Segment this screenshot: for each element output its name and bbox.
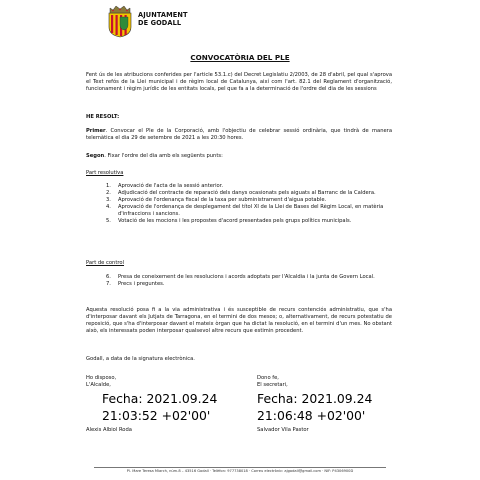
org-line-1: AJUNTAMENT xyxy=(138,11,188,19)
second-point-paragraph xyxy=(86,153,392,160)
item-text: Aprovació de l'ordenança de desplegament del títol XI de la Llei de Bases del Règim Local, en matèria d'infraccions i sancions. xyxy=(118,204,384,217)
organization-name xyxy=(138,11,188,27)
org-line-2: DE GODALL xyxy=(138,19,182,27)
list-item xyxy=(86,274,392,281)
second-point-label: Segon xyxy=(86,153,105,159)
left-sig-line1: Ho disposo, xyxy=(86,375,117,381)
item-number: 2. xyxy=(106,190,111,196)
item-text: Precs i preguntes. xyxy=(118,281,165,287)
first-point-paragraph xyxy=(86,128,392,142)
item-text: Presa de coneixement de les resolucions i acords adoptats per l'Alcaldia i la junta de Govern Local. xyxy=(118,274,375,280)
right-signature-caption xyxy=(257,375,288,389)
left-stamp-date: Fecha: 2021.09.24 xyxy=(102,391,218,406)
part-control-heading: Part de control xyxy=(86,260,125,266)
right-signer-name: Salvador Vila Pastor xyxy=(257,427,309,433)
first-point-text: . Convocar el Ple de la Corporació, amb l'objectiu de celebrar sessió ordinària, que tindrà de manera telemàtica el dia 29 de setembre de 2021 a les 20:30 hores. xyxy=(86,128,392,141)
second-point-text: . Fixar l'ordre del dia amb els següents punts: xyxy=(104,153,223,159)
left-signer-name: Alexis Albiol Roda xyxy=(86,427,132,433)
closing-paragraph: Aquesta resolució posa fi a la via administrativa i és susceptible de recurs contenciós administratiu, que s'ha d'interposar davant els Jutjats de Tarragona, en el termini de dos mesos; o, alternativament, de recurs potestatiu de reposició, que s'ha d'interposar davant el mateix òrgan que ha dictat la resolució, en el termini d'un mes. No obstant això, els interessats poden interposar qualsevol altre recurs que estimin procedent. xyxy=(86,307,392,334)
footer-divider xyxy=(94,467,386,468)
left-stamp-time: 21:03:52 +02'00' xyxy=(102,408,211,423)
document-title: CONVOCATÒRIA DEL PLE xyxy=(190,53,290,62)
footer-address: Pl. Mare Teresa Miarch, núm.8 – 43516 Godall · Telèfon: 977738018 · Correu electrònic: ajgodall@gmail.com · NIF: P4306900D xyxy=(126,469,354,473)
list-item xyxy=(86,204,392,218)
intro-paragraph: Fent ús de les atribucions conferides per l'article 53.1.c) del Decret Legislatiu 2/2003, de 28 d'abril, pel qual s'aprova el Text refós de la Llei municipal i de règim local de Catalunya, així com l'art. 82.1 del Reglament d'organització, funcionament i règim jurídic de les entitats locals, pel que fa a la determinació de l'ordre del dia de les sessions xyxy=(86,72,392,92)
right-stamp-date: Fecha: 2021.09.24 xyxy=(257,391,373,406)
item-number: 6. xyxy=(106,274,111,280)
list-item xyxy=(86,183,392,190)
list-item xyxy=(86,190,392,197)
list-item xyxy=(86,281,392,288)
item-text: Aprovació de l'acta de la sessió anterior. xyxy=(118,183,224,189)
left-sig-line2: L'Alcalde, xyxy=(86,382,111,388)
right-sig-line1: Dono fe, xyxy=(257,375,279,381)
right-stamp-time: 21:06:48 +02'00' xyxy=(257,408,366,423)
first-point-label: Primer xyxy=(86,128,106,134)
right-sig-line2: El secretari, xyxy=(257,382,288,388)
part-resolutiva-heading: Part resolutiva xyxy=(86,170,124,176)
item-number: 1. xyxy=(106,183,111,189)
resolved-heading: HE RESOLT: xyxy=(86,114,120,120)
item-number: 4. xyxy=(106,204,111,210)
resolutiva-list xyxy=(86,183,392,225)
left-signature-stamp xyxy=(102,390,217,424)
list-item xyxy=(86,197,392,204)
item-number: 5. xyxy=(106,218,111,224)
coat-of-arms-icon xyxy=(105,5,135,38)
item-number: 7. xyxy=(106,281,111,287)
left-signature-caption xyxy=(86,375,116,389)
right-signature-stamp xyxy=(257,390,372,424)
item-text: Votació de les mocions i les propostes d'acord presentades pels grups polítics municipals. xyxy=(118,218,352,224)
control-list xyxy=(86,274,392,288)
item-text: Aprovació de l'ordenança fiscal de la taxa per subministrament d'aigua potable. xyxy=(118,197,327,203)
item-text: Adjudicació del contracte de reparació dels danys ocasionats pels aiguats al Barranc de la Caldera. xyxy=(118,190,376,196)
place-date: Godall, a data de la signatura electrònica. xyxy=(86,356,195,362)
list-item xyxy=(86,218,392,225)
item-number: 3. xyxy=(106,197,111,203)
